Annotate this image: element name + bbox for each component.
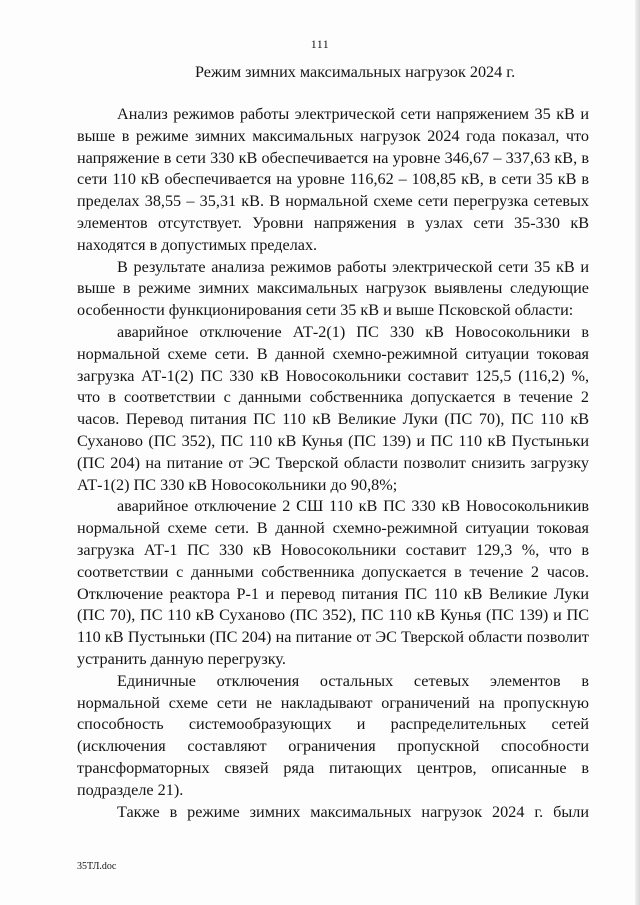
paragraph-features-intro: В результате анализа режимов работы электрической сети 35 кВ и выше в режиме зимних максимальных нагрузок выявлены следующие особенности функционирования сети 35 кВ и выше Псковской области:: [77, 257, 589, 320]
page-number: 111: [310, 37, 330, 51]
paragraph-single-outages: Единичные отключения остальных сетевых элементов в нормальной схеме сети не накладывают ограничений на пропускную способность системообразующих и распределительных сетей (исключения составляют ограничения пропускной способности трансформаторных связей ряда питающих центров, описанные в подразделе 21).: [77, 671, 589, 799]
paragraph-bus-outage: аварийное отключение 2 СШ 110 кВ ПС 330 кВ Новосокольникив нормальной схеме сети. В данной схемно-режимной ситуации токовая загрузка АТ-1 ПС 330 кВ Новосокольники составит 129,3 %, что в соответствии с данными собственника допускается в течение 2 часов. Отключение реактора Р-1 и перевод питания ПС 110 кВ Великие Луки (ПС 70), ПС 110 кВ Суханово (ПС 352), ПС 110 кВ Кунья (ПС 139) и ПС 110 кВ Пустыньки (ПС 204) на питание от ЭС Тверской области позволит устранить данную перегрузку.: [77, 497, 589, 668]
paragraph-at2-outage: аварийное отключение АТ-2(1) ПС 330 кВ Новосокольники в нормальной схеме сети. В данной схемно-режимной ситуации токовая загрузка АТ-1(2) ПС 330 кВ Новосокольники составит 125,5 (116,2) %, что в соответствии с данными собственника допускается в течение 2 часов. Перевод питания ПС 110 кВ Великие Луки (ПС 70), ПС 110 кВ Суханово (ПС 352), ПС 110 кВ Кунья (ПС 139) и ПС 110 кВ Пустыньки (ПС 204) на питание от ЭС Тверской области позволит снизить загрузку АТ-1(2) ПС 330 кВ Новосокольники до 90,8%;: [77, 322, 589, 494]
scan-edge: [635, 0, 640, 905]
paragraph-analysis: Анализ режимов работы электрической сети напряжением 35 кВ и выше в режиме зимних максимальных нагрузок 2024 года показал, что напряжение в сети 330 кВ обеспечивается на уровне 346,67 – 337,63 кВ, в сети 110 кВ обеспечивается на уровне 116,62 – 108,85 кВ, в сети 35 кВ в пределах 38,55 – 35,31 кВ. В нормальной схеме сети перегрузка сетевых элементов отсутствует. Уровни напряжения в узлах сети 35-330 кВ находятся в допустимых пределах.: [77, 105, 589, 254]
body-text: [77, 104, 589, 823]
section-title: Режим зимних максимальных нагрузок 2024 г.: [195, 63, 516, 81]
paragraph-continued: Также в режиме зимних максимальных нагрузок 2024 г. были: [117, 802, 589, 821]
footer-filename: 35ТЛ.doc: [77, 861, 117, 872]
